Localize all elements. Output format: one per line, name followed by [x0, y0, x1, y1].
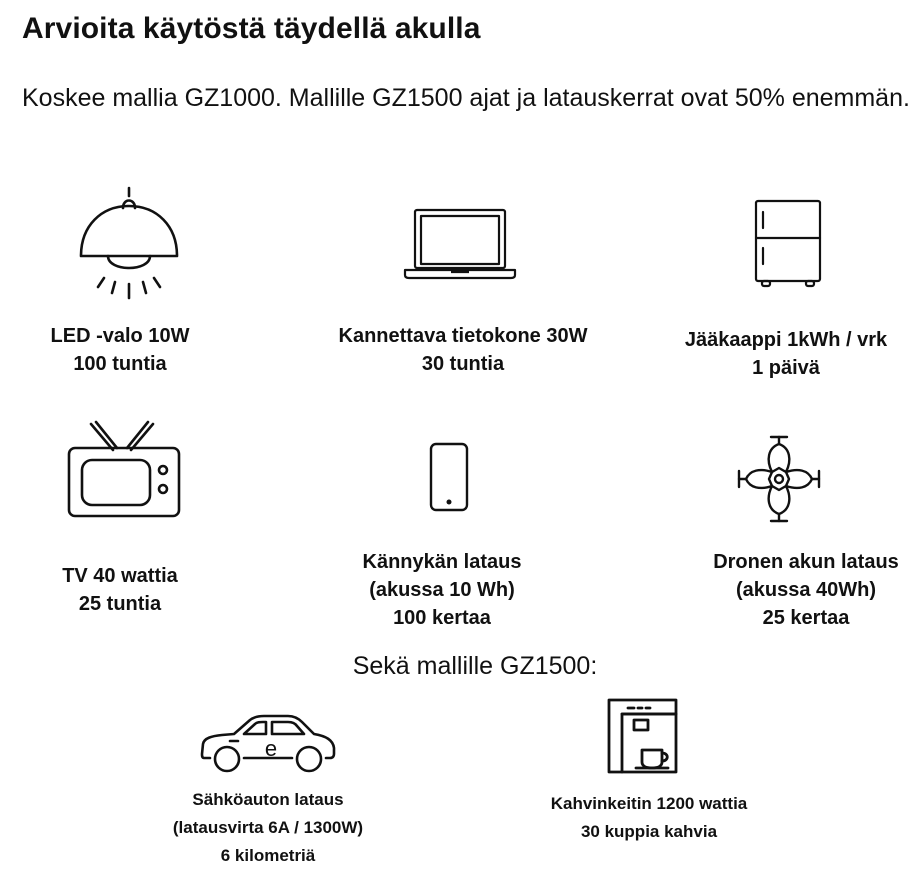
- item-drone-value: 25 kertaa: [762, 607, 850, 629]
- car-letter: e: [264, 736, 278, 761]
- item-laptop-title: Kannettava tietokone 30W: [338, 325, 588, 347]
- item-tv-value: 25 tuntia: [78, 593, 162, 615]
- item-laptop-value: 30 tuntia: [421, 353, 505, 375]
- item-phone-title: Kännykän lataus: [362, 551, 522, 573]
- item-tv-title: TV 40 wattia: [62, 565, 178, 587]
- item-car-value: 6 kilometriä: [220, 846, 316, 865]
- item-phone-caption: [326, 548, 558, 632]
- item-led-caption: [20, 322, 220, 378]
- coffee-machine-icon: [606, 698, 684, 774]
- tv-icon: [66, 420, 184, 520]
- item-laptop-caption: [313, 322, 613, 378]
- fridge-icon: [752, 198, 824, 290]
- item-drone-title: Dronen akun lataus: [713, 551, 899, 573]
- item-drone-caption: [686, 548, 923, 632]
- item-coffee-value: 30 kuppia kahvia: [580, 822, 718, 841]
- item-led-value: 100 tuntia: [73, 353, 167, 375]
- car-icon: [200, 714, 336, 776]
- item-coffee-caption: [514, 790, 784, 846]
- item-fridge-value: 1 päivä: [752, 357, 820, 379]
- phone-icon: [428, 442, 470, 512]
- item-led-title: LED -valo 10W: [50, 325, 190, 347]
- lamp-icon: [78, 186, 180, 304]
- item-drone-subtitle: (akussa 40Wh): [735, 579, 877, 601]
- item-tv-caption: [20, 562, 220, 618]
- drone-icon: [734, 432, 824, 526]
- item-phone-subtitle: (akussa 10 Wh): [369, 579, 515, 601]
- page-subtitle: Koskee mallia GZ1000. Mallille GZ1500 ajat ja latauskerrat ovat 50% enemmän.: [22, 84, 910, 112]
- item-car-title: Sähköauton lataus: [192, 790, 344, 809]
- item-car-subtitle: (latausvirta 6A / 1300W): [172, 818, 364, 837]
- item-fridge-caption: [654, 326, 918, 382]
- item-car-caption: [138, 786, 398, 870]
- laptop-icon: [403, 208, 517, 280]
- item-coffee-title: Kahvinkeitin 1200 wattia: [550, 794, 748, 813]
- item-fridge-title: Jääkaappi 1kWh / vrk: [684, 329, 888, 351]
- item-phone-value: 100 kertaa: [393, 607, 491, 629]
- section-title: Sekä mallille GZ1500:: [352, 652, 598, 680]
- page-title: Arvioita käytöstä täydellä akulla: [22, 12, 481, 45]
